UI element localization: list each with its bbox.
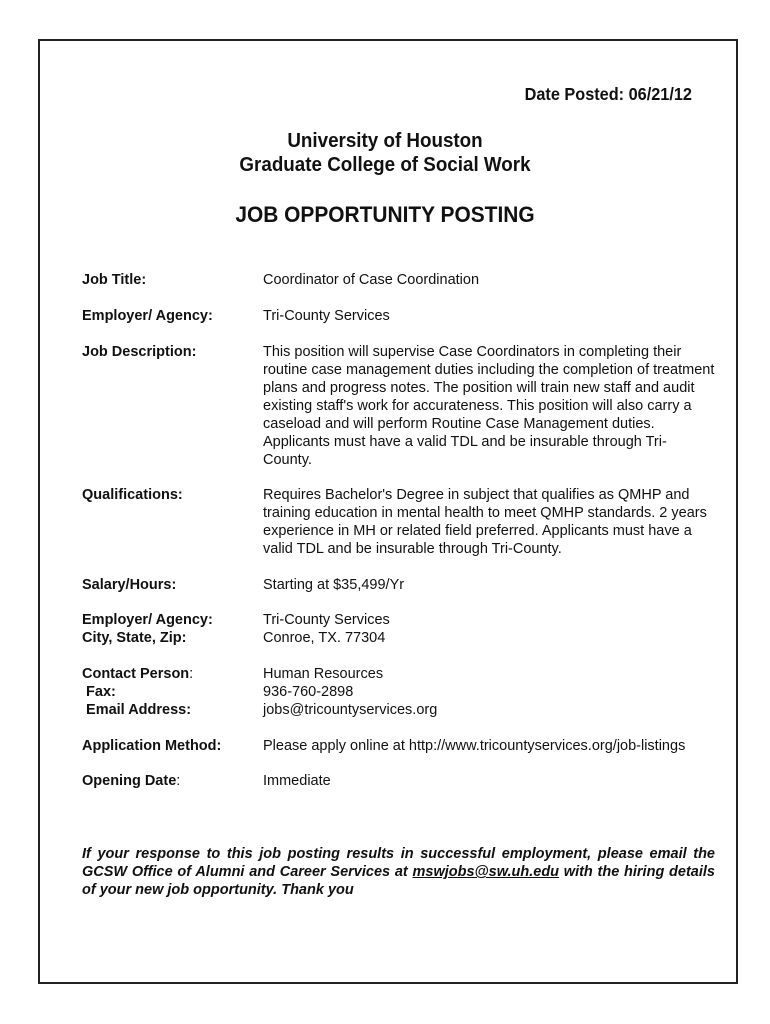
employer-value: Tri-County Services [263,308,390,324]
employer-label: Employer/ Agency: [82,308,213,324]
footer-note: If your response to this job posting results in successful employment, please email the GCSW Office of Alumni and Career Services at mswjobs@sw.uh.edu with the hiring details of your new job opportunity. Thank you [82,846,715,898]
employer-agency-label: Employer/ Agency: [82,612,213,628]
qualifications-label: Qualifications: [82,487,183,503]
location-label: City, State, Zip: [82,630,187,646]
page-title: JOB OPPORTUNITY POSTING [235,202,535,227]
fax-value: 936-760-2898 [263,684,354,700]
opening-date-label: Opening Date: [82,773,181,789]
university-name: University of Houston [287,130,483,152]
job-title-label: Job Title: [82,272,147,288]
email-value: jobs@tricountyservices.org [263,702,438,718]
location-value: Conroe, TX. 77304 [263,630,386,646]
qualifications-value: Requires Bachelor's Degree in subject that qualifies as QMHP and training education in mental health to meet QMHP standards. 2 years experience in MH or related field preferred. Applicants must have a valid TDL and be insurable through Tri-County. [263,487,707,557]
salary-label: Salary/Hours: [82,577,177,593]
job-description-value: This position will supervise Case Coordinators in completing their routine case management duties including the completion of treatment plans and progress notes. The position will train new staff and audit existing staff's work for accurateness. This position will also carry a caseload and will perform Routine Case Management duties. Applicants must have a valid TDL and be insurable through Tri-County. [263,344,715,468]
contact-label: Contact Person: [82,666,194,682]
date-posted: Date Posted: 06/21/12 [524,84,692,104]
employer-agency-value: Tri-County Services [263,612,390,628]
application-method-value: Please apply online at http://www.tricountyservices.org/job-listings [263,738,686,754]
college-name: Graduate College of Social Work [239,154,531,176]
email-label: Email Address: [82,702,192,718]
contact-value: Human Resources [263,666,384,682]
opening-date-value: Immediate [263,773,331,789]
job-title-value: Coordinator of Case Coordination [263,272,480,288]
salary-value: Starting at $35,499/Yr [263,577,405,593]
application-method-label: Application Method: [82,738,222,754]
fax-label: Fax: [82,684,116,700]
job-description-label: Job Description: [82,344,197,360]
gcsw-email-link[interactable]: mswjobs@sw.uh.edu [412,864,560,880]
